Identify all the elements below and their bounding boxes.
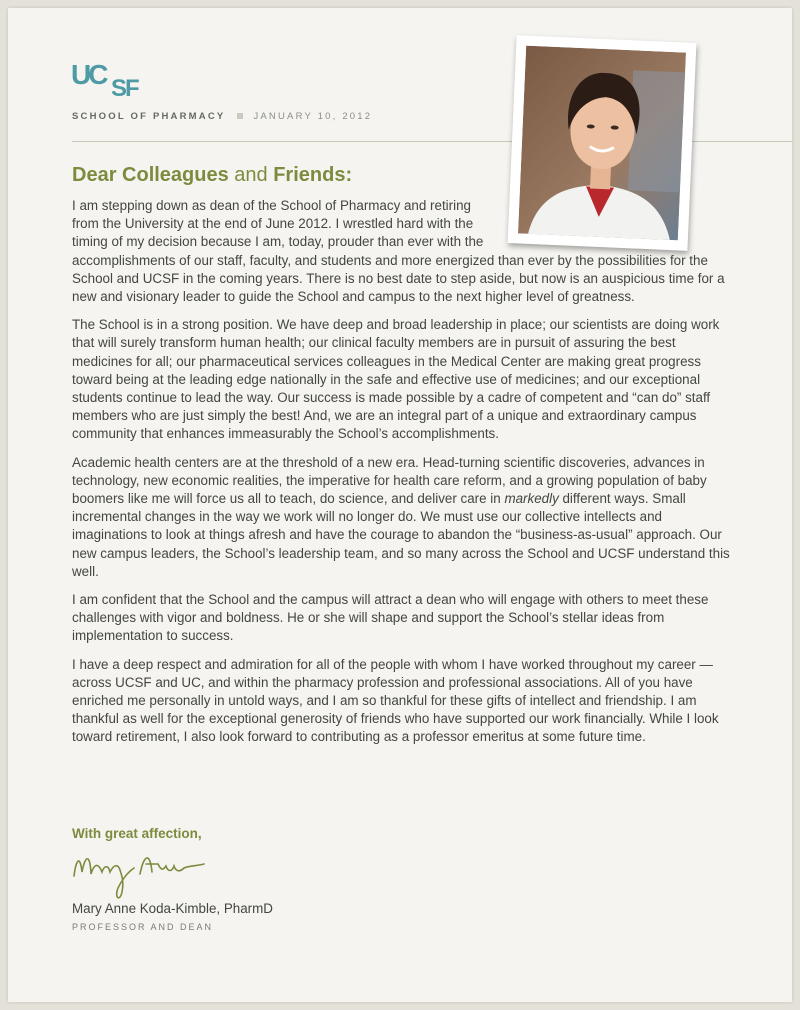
svg-text:SF: SF — [111, 75, 138, 98]
svg-text:UC: UC — [71, 59, 106, 90]
salutation-and: and — [228, 164, 274, 186]
closing: With great affection, — [72, 826, 202, 841]
paragraph-3-start: Academic health centers are at the threshold of a new era. Head-turning scientific discoveries, advances in technology, new economic realities, the imperative for health care reform, and a growing population of baby boomers like me will force us all to teach, do science, and deliver care in — [72, 454, 707, 507]
paragraph-3 — [72, 454, 734, 581]
ucsf-logo — [71, 58, 151, 98]
paragraph-3-end: different ways. Small incremental changes in the way we work will no longer do. We must use our collective intellects and imaginations to look at things afresh and have the courage to abandon the “business-as-usual” approach. Our new campus leaders, the School’s leadership team, and so many across the School and UCSF understand this well. — [72, 491, 730, 579]
signer-name: Mary Anne Koda-Kimble, PharmD — [72, 901, 273, 916]
salutation-colleagues: Dear Colleagues — [72, 164, 229, 186]
paragraph-3-emphasis: markedly — [504, 491, 559, 507]
salutation-friends: Friends: — [273, 164, 353, 186]
paragraph-4: I am confident that the School and the campus will attract a dean who will engage with others to meet these challenges with vigor and boldness. He or she will shape and support the School’s stellar ideas from implementation to success. — [72, 592, 709, 644]
letter-date: JANUARY 10, 2012 — [253, 111, 373, 122]
paragraph-5: I have a deep respect and admiration for all of the people with whom I have worked throughout my career — across UCSF and UC, and within the pharmacy profession and professional associations. All of you have enriched me personally in untold ways, and I am so thankful for these gifts of intellect and friendship. I am thankful as well for the exceptional generosity of friends who have supported our work financially. While I look toward retirement, I also look forward to contributing as a professor emeritus at some future time. — [72, 656, 719, 745]
signature — [68, 842, 208, 904]
photo-wrap-spacer — [486, 197, 734, 251]
salutation — [72, 164, 352, 187]
signer-title: PROFESSOR AND DEAN — [72, 922, 214, 932]
letter-page — [8, 8, 792, 1002]
paragraph-1: I am stepping down as dean of the School of Pharmacy and retiring from the University at the end of June 2012. I wrestled hard with the timing of my decision because I am, today, prouder than ever with the accomplishments of our staff, faculty, and students and more energized than ever by the possibilities for the School and UCSF in the coming years. There is no best date to step aside, but now is an auspicious time for a new and visionary leader to guide the School and campus to the next higher level of greatness. — [72, 198, 725, 305]
school-name: SCHOOL OF PHARMACY — [72, 111, 226, 122]
header-line — [72, 111, 372, 122]
paragraph-2: The School is in a strong position. We have deep and broad leadership in place; our scientists are doing work that will surely transform human health; our clinical faculty members are in pursuit of assuring the best medicines for all; our pharmaceutical services colleagues in the Medical Center are making great progress toward being at the leading edge nationally in the safe and effective use of medicines; and our exceptional students continue to lead the way. Our success is made possible by a cadre of competent and “can do” staff members who are just simply the best! And, we are an integral part of a unique and extraordinary campus community that enhances immeasurably the School’s accomplishments. — [72, 317, 720, 442]
letter-body — [72, 197, 734, 757]
separator-square — [237, 113, 243, 119]
